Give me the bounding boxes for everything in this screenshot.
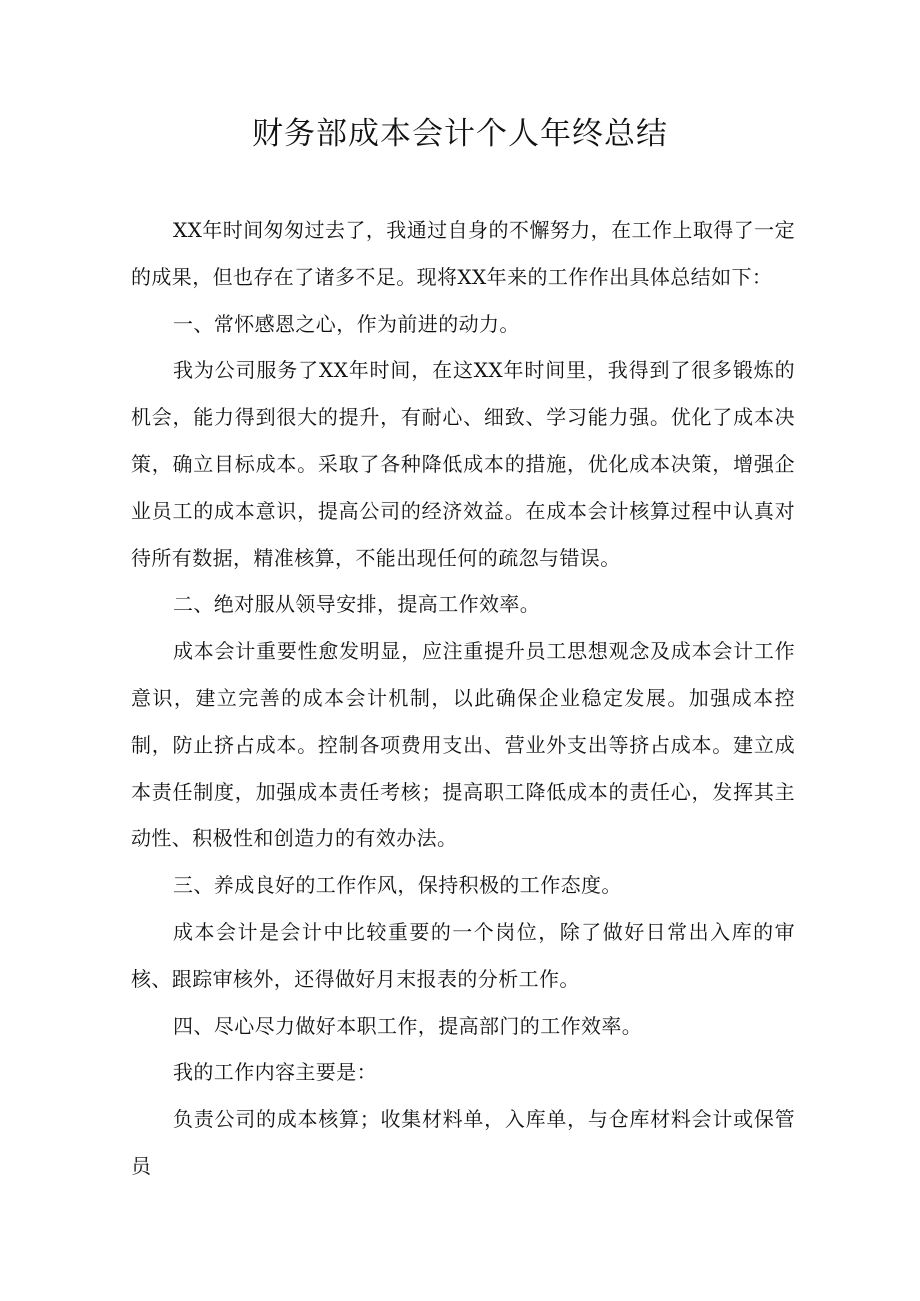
section-4-duties-paragraph: 负责公司的成本核算；收集材料单，入库单，与仓库材料会计或保管员: [131, 1107, 795, 1178]
section-heading-1: 一、常怀感恩之心，作为前进的动力。: [173, 311, 520, 336]
section-3-paragraph: 成本会计是会计中比较重要的一个岗位，除了做好日常出入库的审核、跟踪审核外，还得做好月末报表的分析工作。: [131, 919, 795, 991]
section-1-paragraph: 我为公司服务了XX年时间，在这XX年时间里，我得到了很多锻炼的机会，能力得到很大的提升，有耐心、细致、学习能力强。优化了成本决策，确立目标成本。采取了各种降低成本的措施，优化成本决策，增强企业员工的成本意识，提高公司的经济效益。在成本会计核算过程中认真对待所有数据，精准核算，不能出现任何的疏忽与错误。: [131, 358, 795, 570]
intro-paragraph: XX年时间匆匆过去了，我通过自身的不懈努力，在工作上取得了一定的成果，但也存在了诸多不足。现将XX年来的工作作出具体总结如下：: [131, 218, 795, 289]
section-heading-2: 二、绝对服从领导安排，提高工作效率。: [173, 592, 541, 617]
section-2-paragraph: 成本会计重要性愈发明显，应注重提升员工思想观念及成本会计工作意识，建立完善的成本会计机制，以此确保企业稳定发展。加强成本控制，防止挤占成本。控制各项费用支出、营业外支出等挤占成本。建立成本责任制度，加强成本责任考核；提高职工降低成本的责任心，发挥其主动性、积极性和创造力的有效办法。: [131, 639, 795, 851]
section-heading-3: 三、养成良好的工作作风，保持积极的工作态度。: [173, 873, 622, 898]
document-title: 财务部成本会计个人年终总结: [252, 116, 668, 152]
section-4-intro-paragraph: 我的工作内容主要是：: [173, 1060, 377, 1085]
section-heading-4: 四、尽心尽力做好本职工作，提高部门的工作效率。: [173, 1013, 643, 1038]
document-body: [131, 207, 795, 1190]
